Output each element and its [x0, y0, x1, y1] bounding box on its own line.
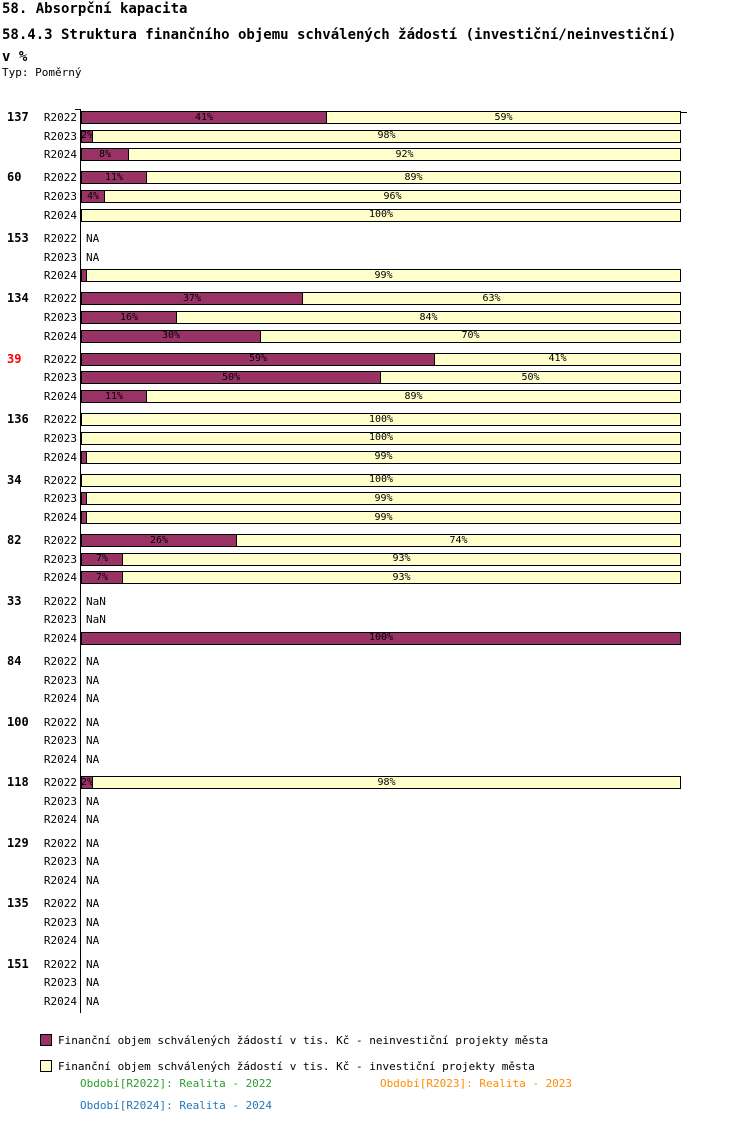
bar-segment-neinvesticni: [81, 632, 681, 645]
period-label: R2024: [43, 329, 77, 343]
period-label: R2024: [43, 692, 77, 706]
group-label: 34: [7, 472, 22, 487]
bar-group: [0, 413, 750, 469]
period-label: R2022: [43, 776, 77, 790]
bar-segment-investicni: [87, 511, 681, 524]
chart-row: [0, 171, 750, 190]
chart-row: [0, 692, 750, 711]
bar-track: [81, 855, 681, 868]
bar-value-label: 50%: [221, 371, 241, 383]
bar-segment-neinvesticni: [81, 553, 123, 566]
bar-value-label: 4%: [86, 190, 100, 202]
period-label: R2022: [43, 231, 77, 245]
bar-value-label: 63%: [482, 292, 501, 304]
bar-value-label: 96%: [383, 190, 402, 202]
chart-row: [0, 734, 750, 753]
chart-row: [0, 292, 750, 311]
period-label: R2022: [43, 171, 77, 185]
group-label: 82: [7, 533, 22, 548]
bar-track: [81, 776, 681, 789]
bar-group: [0, 474, 750, 530]
chart-row: [0, 190, 750, 209]
bar-segment-investicni: [87, 451, 681, 464]
bar-track: [81, 190, 681, 203]
chart-row: [0, 492, 750, 511]
group-label: 129: [7, 835, 29, 850]
bar-track: [81, 232, 681, 245]
bar-group: [0, 897, 750, 953]
group-label: 33: [7, 593, 22, 608]
bar-value-label: 93%: [392, 571, 411, 583]
na-label: NA: [86, 692, 100, 706]
bar-value-label: 2%: [80, 776, 94, 788]
chart-row: [0, 432, 750, 451]
axis-tick-top-right: [681, 112, 687, 113]
bar-track: [81, 171, 681, 184]
bar-value-label: 93%: [392, 553, 411, 565]
chart-row: [0, 897, 750, 916]
bar-track: [81, 976, 681, 989]
bar-value-label: 37%: [182, 292, 202, 304]
bar-group: [0, 655, 750, 711]
period-label: R2022: [43, 957, 77, 971]
bar-segment-investicni: [81, 432, 681, 445]
bar-track: [81, 130, 681, 143]
na-label: NA: [86, 231, 100, 245]
bar-segment-investicni: [147, 171, 681, 184]
period-label: R2022: [43, 715, 77, 729]
bar-track: [81, 451, 681, 464]
bar-track: [81, 474, 681, 487]
bar-track: [81, 371, 681, 384]
bar-value-label: 99%: [374, 451, 393, 463]
bar-track: [81, 692, 681, 705]
bar-track: [81, 330, 681, 343]
period-label: R2022: [43, 413, 77, 427]
na-label: NA: [86, 794, 100, 808]
chart-row: [0, 632, 750, 651]
bar-track: [81, 432, 681, 445]
period-label-r2024: Období[R2024]: Realita - 2024: [80, 1099, 273, 1112]
na-label: NA: [86, 994, 100, 1008]
bar-track: [81, 571, 681, 584]
bar-track: [81, 269, 681, 282]
period-label-r2022: Období[R2022]: Realita - 2022: [80, 1077, 273, 1090]
group-label: 60: [7, 170, 22, 185]
chart-row: [0, 613, 750, 632]
bar-track: [81, 916, 681, 929]
bar-value-label: 2%: [80, 130, 94, 142]
na-label: NaN: [86, 613, 106, 627]
bar-value-label: 99%: [374, 492, 393, 504]
bar-track: [81, 553, 681, 566]
na-label: NaN: [86, 594, 106, 608]
bar-segment-neinvesticni: [81, 330, 261, 343]
period-label: R2022: [43, 473, 77, 487]
bar-track: [81, 148, 681, 161]
bar-segment-investicni: [81, 413, 681, 426]
chart-row: [0, 251, 750, 270]
period-label: R2024: [43, 873, 77, 887]
period-label: R2024: [43, 269, 77, 283]
legend-item-investicni: [40, 1060, 548, 1072]
bar-segment-investicni: [177, 311, 681, 324]
bar-group: [0, 595, 750, 651]
group-label: 134: [7, 291, 29, 306]
bar-segment-investicni: [123, 553, 681, 566]
bar-segment-investicni: [93, 776, 681, 789]
period-label: R2024: [43, 934, 77, 948]
na-label: NA: [86, 673, 100, 687]
bar-track: [81, 311, 681, 324]
bar-track: [81, 613, 681, 626]
bar-track: [81, 353, 681, 366]
bar-track: [81, 632, 681, 645]
period-label: R2024: [43, 208, 77, 222]
period-label: R2023: [43, 371, 77, 385]
bar-track: [81, 716, 681, 729]
bar-segment-neinvesticni: [81, 130, 93, 143]
na-label: NA: [86, 752, 100, 766]
bar-segment-investicni: [261, 330, 681, 343]
bar-segment-neinvesticni: [81, 148, 129, 161]
stacked-bar-chart: [0, 111, 750, 1018]
group-label: 39: [7, 351, 22, 366]
chart-row: [0, 209, 750, 228]
bar-value-label: 59%: [248, 353, 268, 365]
period-label: R2023: [43, 613, 77, 627]
bar-value-label: 84%: [419, 311, 438, 323]
period-label: R2022: [43, 655, 77, 669]
bar-value-label: 100%: [368, 413, 394, 425]
bar-segment-investicni: [87, 269, 681, 282]
bar-group: [0, 716, 750, 772]
period-label: R2024: [43, 994, 77, 1008]
period-label: R2022: [43, 836, 77, 850]
bar-segment-investicni: [81, 474, 681, 487]
chart-type-label: Typ: Poměrný: [2, 66, 82, 79]
bar-group: [0, 353, 750, 409]
chart-row: [0, 916, 750, 935]
bar-segment-investicni: [93, 130, 681, 143]
group-label: 136: [7, 412, 29, 427]
bar-track: [81, 813, 681, 826]
bar-track: [81, 674, 681, 687]
bar-value-label: 100%: [368, 209, 394, 221]
page-subtitle-line2: v %: [2, 49, 28, 65]
bar-track: [81, 795, 681, 808]
group-label: 100: [7, 714, 29, 729]
bar-track: [81, 595, 681, 608]
legend-label-neinvesticni: Finanční objem schválených žádostí v tis. Kč - neinvestiční projekty města: [58, 1033, 549, 1047]
bar-track: [81, 734, 681, 747]
bar-track: [81, 390, 681, 403]
chart-row: [0, 534, 750, 553]
bar-segment-neinvesticni: [81, 371, 381, 384]
bar-value-label: 100%: [368, 632, 394, 644]
bar-track: [81, 292, 681, 305]
bar-value-label: 11%: [104, 390, 124, 402]
bar-segment-investicni: [435, 353, 681, 366]
chart-row: [0, 553, 750, 572]
na-label: NA: [86, 655, 100, 669]
legend-item-neinvesticni: [40, 1034, 548, 1046]
bar-value-label: 89%: [404, 390, 423, 402]
na-label: NA: [86, 873, 100, 887]
bar-value-label: 41%: [548, 353, 567, 365]
group-label: 151: [7, 956, 29, 971]
group-label: 84: [7, 654, 22, 669]
bar-segment-investicni: [237, 534, 681, 547]
bar-segment-neinvesticni: [81, 311, 177, 324]
chart-row: [0, 330, 750, 349]
na-label: NA: [86, 957, 100, 971]
bar-value-label: 100%: [368, 474, 394, 486]
chart-row: [0, 130, 750, 149]
chart-row: [0, 813, 750, 832]
chart-row: [0, 474, 750, 493]
chart-row: [0, 451, 750, 470]
bar-value-label: 100%: [368, 432, 394, 444]
bar-track: [81, 209, 681, 222]
chart-row: [0, 958, 750, 977]
bar-value-label: 98%: [377, 130, 396, 142]
period-label: R2024: [43, 148, 77, 162]
chart-row: [0, 753, 750, 772]
bar-segment-neinvesticni: [81, 571, 123, 584]
legend-swatch-neinvesticni: [40, 1034, 52, 1046]
bar-segment-neinvesticni: [81, 190, 105, 203]
period-label: R2022: [43, 352, 77, 366]
chart-row: [0, 934, 750, 953]
bar-track: [81, 492, 681, 505]
bar-group: [0, 776, 750, 832]
bar-value-label: 7%: [95, 553, 109, 565]
period-label: R2024: [43, 511, 77, 524]
chart-row: [0, 595, 750, 614]
bar-group: [0, 171, 750, 227]
period-label: R2022: [43, 534, 77, 548]
bar-value-label: 11%: [104, 171, 124, 183]
na-label: NA: [86, 813, 100, 827]
chart-row: [0, 976, 750, 995]
bar-value-label: 7%: [95, 571, 109, 583]
period-label: R2024: [43, 752, 77, 766]
chart-row: [0, 511, 750, 530]
bar-segment-investicni: [147, 390, 681, 403]
period-label-r2023: Období[R2023]: Realita - 2023: [380, 1077, 573, 1090]
period-label: R2023: [43, 794, 77, 808]
bar-track: [81, 874, 681, 887]
period-label: R2022: [43, 292, 77, 306]
bar-value-label: 99%: [374, 269, 393, 281]
bar-value-label: 92%: [395, 148, 414, 160]
chart-row: [0, 874, 750, 893]
period-label: R2024: [43, 571, 77, 585]
bar-track: [81, 995, 681, 1008]
bar-segment-investicni: [129, 148, 681, 161]
chart-row: [0, 837, 750, 856]
period-label: R2024: [43, 813, 77, 827]
bar-value-label: 59%: [494, 111, 513, 123]
bar-value-label: 98%: [377, 776, 396, 788]
bar-value-label: 70%: [461, 330, 480, 342]
bar-group: [0, 837, 750, 893]
period-label: R2023: [43, 431, 77, 445]
bar-track: [81, 897, 681, 910]
page-title: 58. Absorpční kapacita: [2, 1, 188, 17]
bar-track: [81, 837, 681, 850]
bar-group: [0, 232, 750, 288]
bar-group: [0, 534, 750, 590]
bar-segment-neinvesticni: [81, 171, 147, 184]
bar-segment-investicni: [123, 571, 681, 584]
bar-value-label: 30%: [161, 330, 181, 342]
period-label: R2023: [43, 250, 77, 264]
chart-row: [0, 855, 750, 874]
period-label: R2023: [43, 190, 77, 204]
bar-track: [81, 534, 681, 547]
bar-segment-investicni: [87, 492, 681, 505]
bar-segment-neinvesticni: [81, 292, 303, 305]
na-label: NA: [86, 734, 100, 748]
bar-value-label: 26%: [149, 534, 169, 546]
period-label: R2023: [43, 552, 77, 566]
chart-row: [0, 995, 750, 1014]
chart-row: [0, 776, 750, 795]
period-label: R2023: [43, 492, 77, 506]
bar-track: [81, 655, 681, 668]
na-label: NA: [86, 836, 100, 850]
bar-value-label: 41%: [194, 111, 214, 123]
group-label: 153: [7, 230, 29, 245]
chart-row: [0, 795, 750, 814]
bar-segment-neinvesticni: [81, 534, 237, 547]
bar-segment-investicni: [81, 209, 681, 222]
bar-track: [81, 753, 681, 766]
chart-row: [0, 353, 750, 372]
na-label: NA: [86, 915, 100, 929]
period-label: R2022: [43, 594, 77, 608]
na-label: NA: [86, 250, 100, 264]
bar-groups-container: [0, 111, 750, 1013]
bar-track: [81, 958, 681, 971]
group-label: 118: [7, 775, 29, 790]
bar-track: [81, 934, 681, 947]
period-label: R2024: [43, 450, 77, 464]
bar-value-label: 74%: [449, 534, 468, 546]
bar-value-label: 8%: [98, 148, 112, 160]
chart-row: [0, 716, 750, 735]
bar-track: [81, 511, 681, 524]
period-label: R2023: [43, 855, 77, 869]
na-label: NA: [86, 976, 100, 990]
bar-segment-investicni: [303, 292, 681, 305]
period-label: R2023: [43, 976, 77, 990]
bar-segment-neinvesticni: [81, 390, 147, 403]
bar-segment-investicni: [381, 371, 681, 384]
group-label: 137: [7, 110, 29, 124]
period-label: R2023: [43, 673, 77, 687]
bar-segment-investicni: [105, 190, 681, 203]
chart-row: [0, 674, 750, 693]
bar-value-label: 50%: [521, 371, 540, 383]
bar-track: [81, 111, 681, 124]
axis-tick-top-left: [75, 109, 81, 110]
na-label: NA: [86, 897, 100, 911]
bar-track: [81, 251, 681, 264]
chart-row: [0, 269, 750, 288]
bar-value-label: 89%: [404, 171, 423, 183]
chart-row: [0, 232, 750, 251]
chart-row: [0, 311, 750, 330]
period-label: R2023: [43, 915, 77, 929]
bar-group: [0, 958, 750, 1014]
chart-row: [0, 390, 750, 409]
chart-row: [0, 655, 750, 674]
bar-segment-neinvesticni: [81, 111, 327, 124]
chart-row: [0, 413, 750, 432]
period-label: R2024: [43, 631, 77, 645]
period-label: R2022: [43, 897, 77, 911]
period-label: R2023: [43, 734, 77, 748]
group-label: 135: [7, 896, 29, 911]
bar-group: [0, 111, 750, 167]
bar-group: [0, 292, 750, 348]
bar-value-label: 99%: [374, 511, 393, 523]
chart-row: [0, 571, 750, 590]
bar-value-label: 16%: [119, 311, 139, 323]
bar-segment-investicni: [327, 111, 681, 124]
bar-segment-neinvesticni: [81, 776, 93, 789]
period-label: R2023: [43, 129, 77, 143]
na-label: NA: [86, 855, 100, 869]
na-label: NA: [86, 934, 100, 948]
legend-label-investicni: Finanční objem schválených žádostí v tis. Kč - investiční projekty města: [58, 1059, 535, 1073]
page-subtitle: 58.4.3 Struktura finančního objemu schválených žádostí (investiční/neinvestiční): [2, 27, 677, 43]
na-label: NA: [86, 715, 100, 729]
chart-row: [0, 148, 750, 167]
period-label: R2022: [43, 111, 77, 124]
bar-segment-neinvesticni: [81, 353, 435, 366]
period-label: R2023: [43, 311, 77, 324]
chart-row: [0, 371, 750, 390]
legend-swatch-investicni: [40, 1060, 52, 1072]
bar-track: [81, 413, 681, 426]
period-label: R2024: [43, 390, 77, 404]
chart-row: [0, 111, 750, 130]
